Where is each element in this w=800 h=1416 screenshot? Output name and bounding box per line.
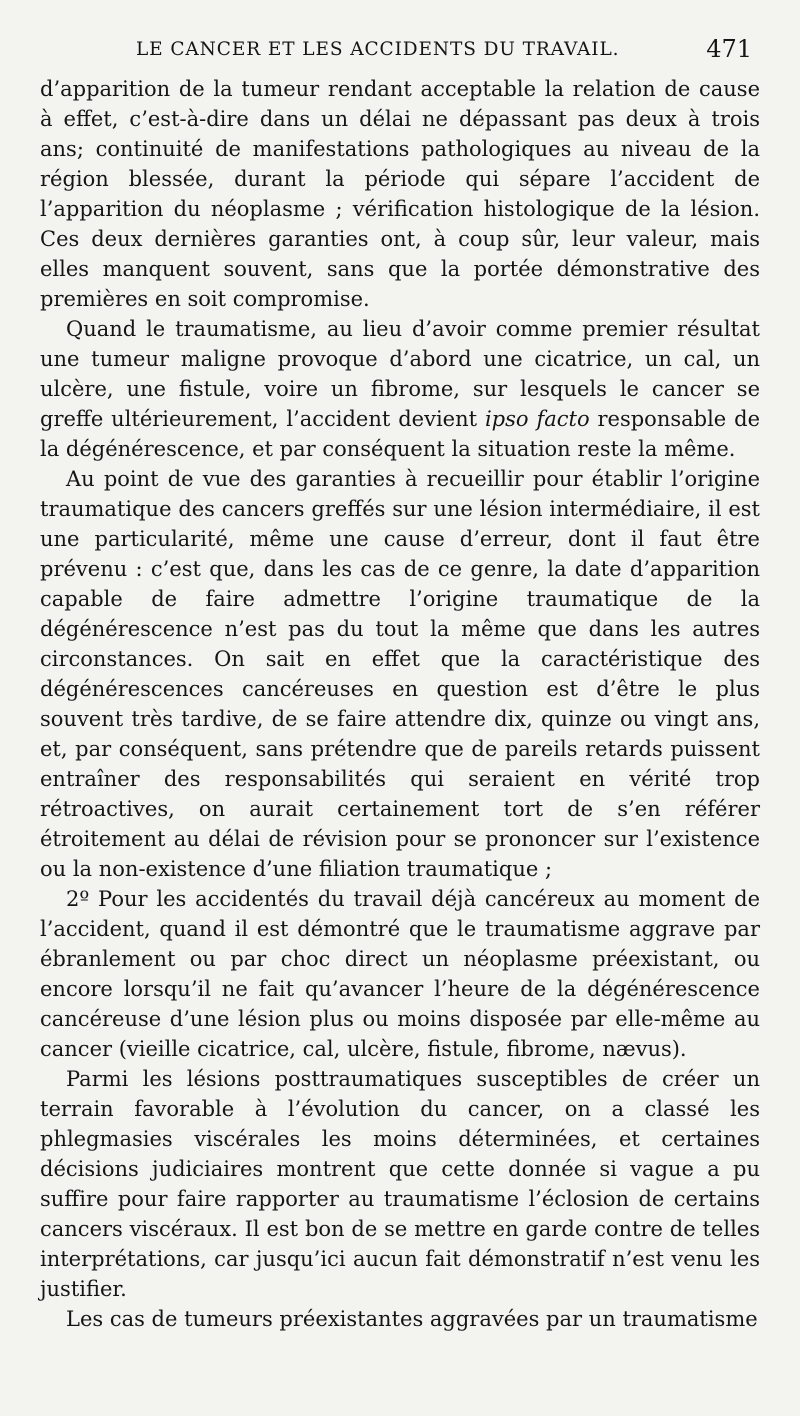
paragraph-text-before-italic: Quand le traumatisme, au lieu d’avoir comme premier résultat une tumeur maligne provoque d’abord une cicatrice, un cal, un ulcère, une fistule, voire un fibrome, sur lesquels le cancer se greffe ultérieurement, l’accident devient [40,317,760,431]
page-number: 471 [706,35,752,63]
body-text [40,74,760,1334]
paragraph-continuation: d’apparition de la tumeur rendant acceptable la relation de cause à effet, c’est-à-dire dans un délai ne dépassant pas deux à trois ans; continuité de manifestations pathologiques au niveau de la région blessée, durant la période qui sépare l’accident de l’apparition du néoplasme ; vérification histologique de la lésion. Ces deux dernières garanties ont, à coup sûr, leur valeur, mais elles manquent souvent, sans que la portée démonstrative des premières en soit compromise. [40,77,760,311]
paragraph-text-after-italic: responsable de la dégénérescence, et par conséquent la situation reste la même. [40,407,761,461]
running-title: LE CANCER ET LES ACCIDENTS DU TRAVAIL. [136,39,620,60]
paragraph-numbered-2: 2º Pour les accidentés du travail déjà cancéreux au moment de l’accident, quand il est démontré que le traumatisme aggrave par ébranlement ou par choc direct un néoplasme préexistant, ou encore lorsqu’il ne fait qu’avancer l’heure de la dégénérescence cancéreuse d’une lésion plus ou moins disposée par elle-même au cancer (vieille cicatrice, cal, ulcère, fistule, fibrome, nævus). [40,887,760,1061]
paragraph-lesions: Parmi les lésions posttraumatiques susceptibles de créer un terrain favorable à l’évolution du cancer, on a classé les phlegmasies viscérales les moins déterminées, et certaines décisions judiciaires montrent que cette donnée si vague a pu suffire pour faire rapporter au traumatisme l’éclosion de certains cancers viscéraux. Il est bon de se mettre en garde contre de telles interprétations, car jusqu’ici aucun fait démonstratif n’est venu les justifier. [40,1067,760,1301]
paragraph-traumatisme [40,314,760,464]
paragraph-final-line: Les cas de tumeurs préexistantes aggravées par un traumatisme [66,1307,758,1331]
page-header [40,30,760,74]
italic-phrase: ipso facto [484,407,590,431]
paragraph-garanties: Au point de vue des garanties à recueillir pour établir l’origine traumatique des cancers greffés sur une lésion intermédiaire, il est une particularité, même une cause d’erreur, dont il faut être prévenu : c’est que, dans les cas de ce genre, la date d’apparition capable de faire admettre l’origine traumatique de la dégénérescence n’est pas du tout la même que dans les autres circonstances. On sait en effet que la caractéristique des dégénérescences cancéreuses en question est d’être le plus souvent très tardive, de se faire attendre dix, quinze ou vingt ans, et, par conséquent, sans prétendre que de pareils retards puissent entraîner des responsabilités qui seraient en vérité trop rétroactives, on aurait certainement tort de s’en référer étroitement au délai de révision pour se prononcer sur l’existence ou la non-existence d’une filiation traumatique ; [40,467,760,881]
